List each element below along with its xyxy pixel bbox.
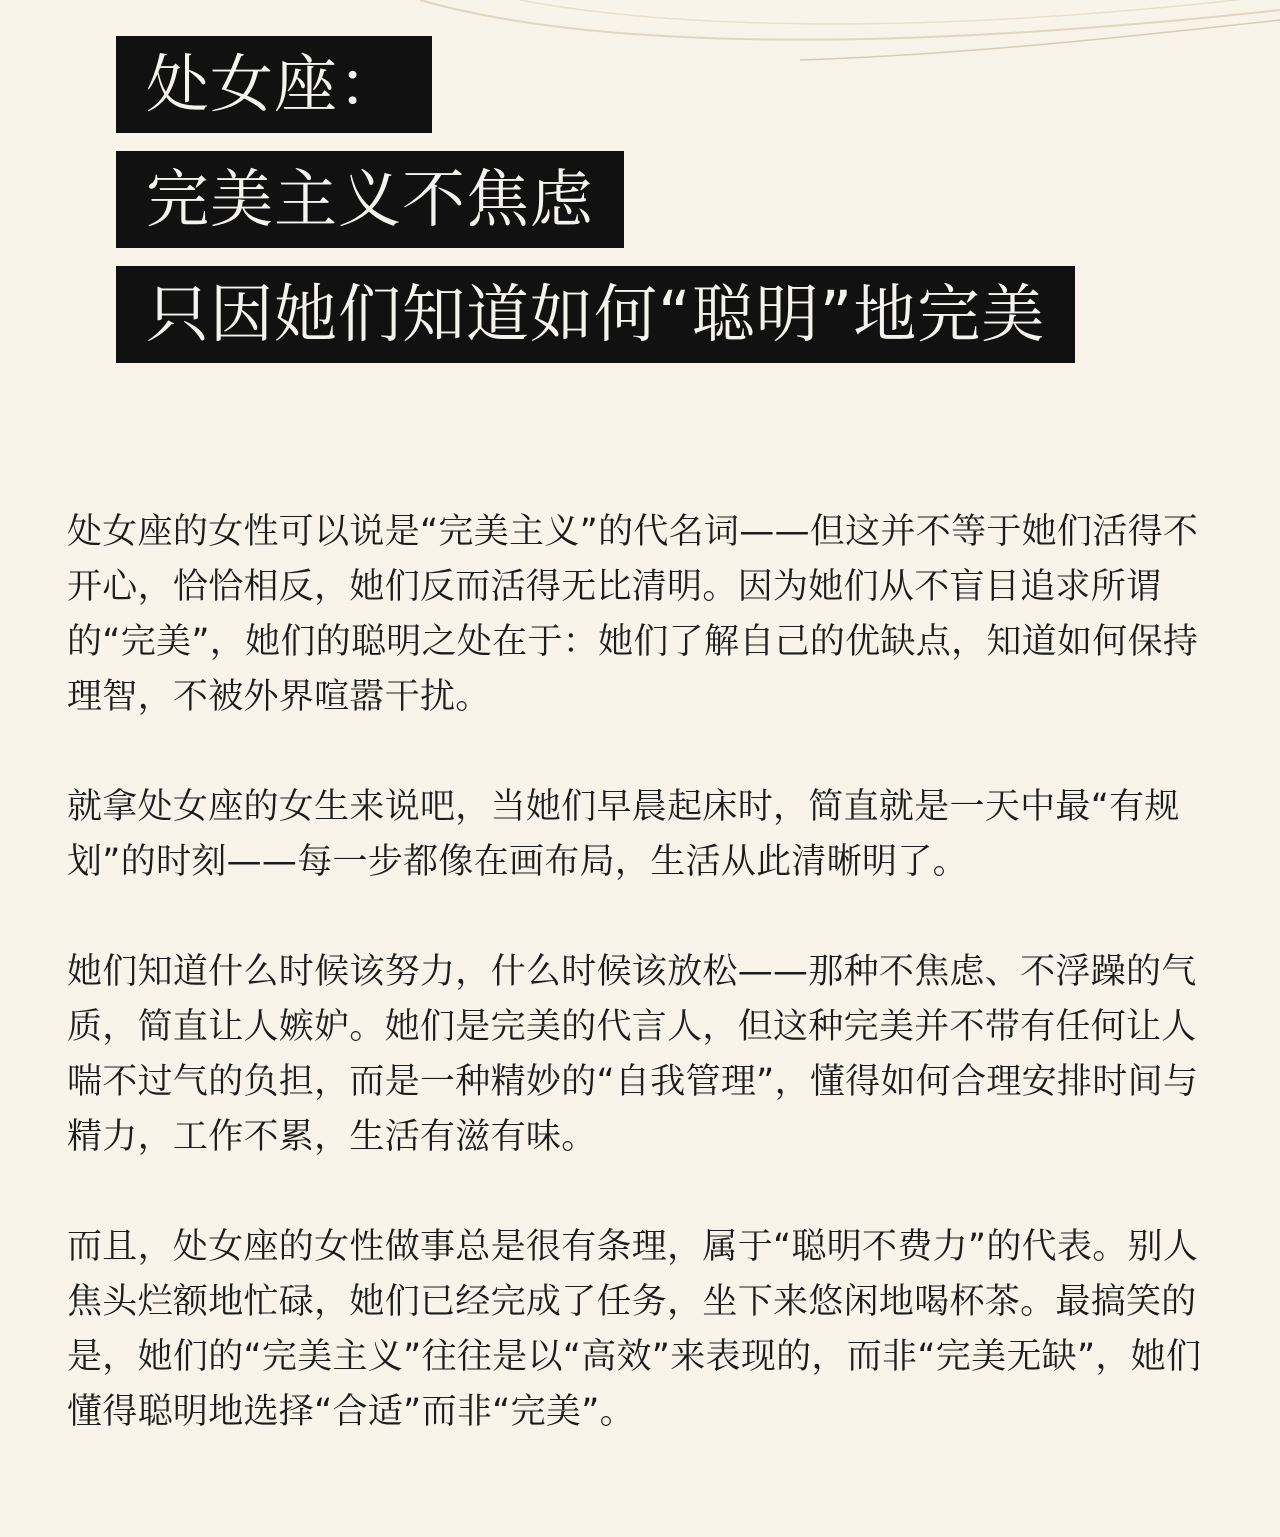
paragraph-3: 她们知道什么时候该努力，什么时候该放松——那种不焦虑、不浮躁的气质，简直让人嫉妒。她们是完美的代言人，但这种完美并不带有任何让人喘不过气的负担，而是一种精妙的“自我管理”，懂得如何合理安排时间与精力，工作不累，生活有滋有味。 (67, 952, 1199, 1157)
title-block (116, 36, 1075, 381)
paragraph-1: 处女座的女性可以说是“完美主义”的代名词——但这并不等于她们活得不开心，恰恰相反，她们反而活得无比清明。因为她们从不盲目追求所谓的“完美”，她们的聪明之处在于：她们了解自己的优缺点，知道如何保持理智，不被外界喧嚣干扰。 (67, 512, 1199, 717)
title-line-2: 完美主义不焦虑 (116, 151, 624, 248)
paragraph-2: 就拿处女座的女生来说吧，当她们早晨起床时，简直就是一天中最“有规划”的时刻——每一步都像在画布局，生活从此清晰明了。 (67, 787, 1180, 882)
paragraph-4: 而且，处女座的女性做事总是很有条理，属于“聪明不费力”的代表。别人焦头烂额地忙碌，她们已经完成了任务，坐下来悠闲地喝杯茶。最搞笑的是，她们的“完美主义”往往是以“高效”来表现的，而非“完美无缺”，她们懂得聪明地选择“合适”而非“完美”。 (67, 1227, 1202, 1432)
title-line-1: 处女座： (116, 36, 432, 133)
title-line-3: 只因她们知道如何“聪明”地完美 (116, 266, 1075, 363)
article-body (67, 505, 1217, 1495)
